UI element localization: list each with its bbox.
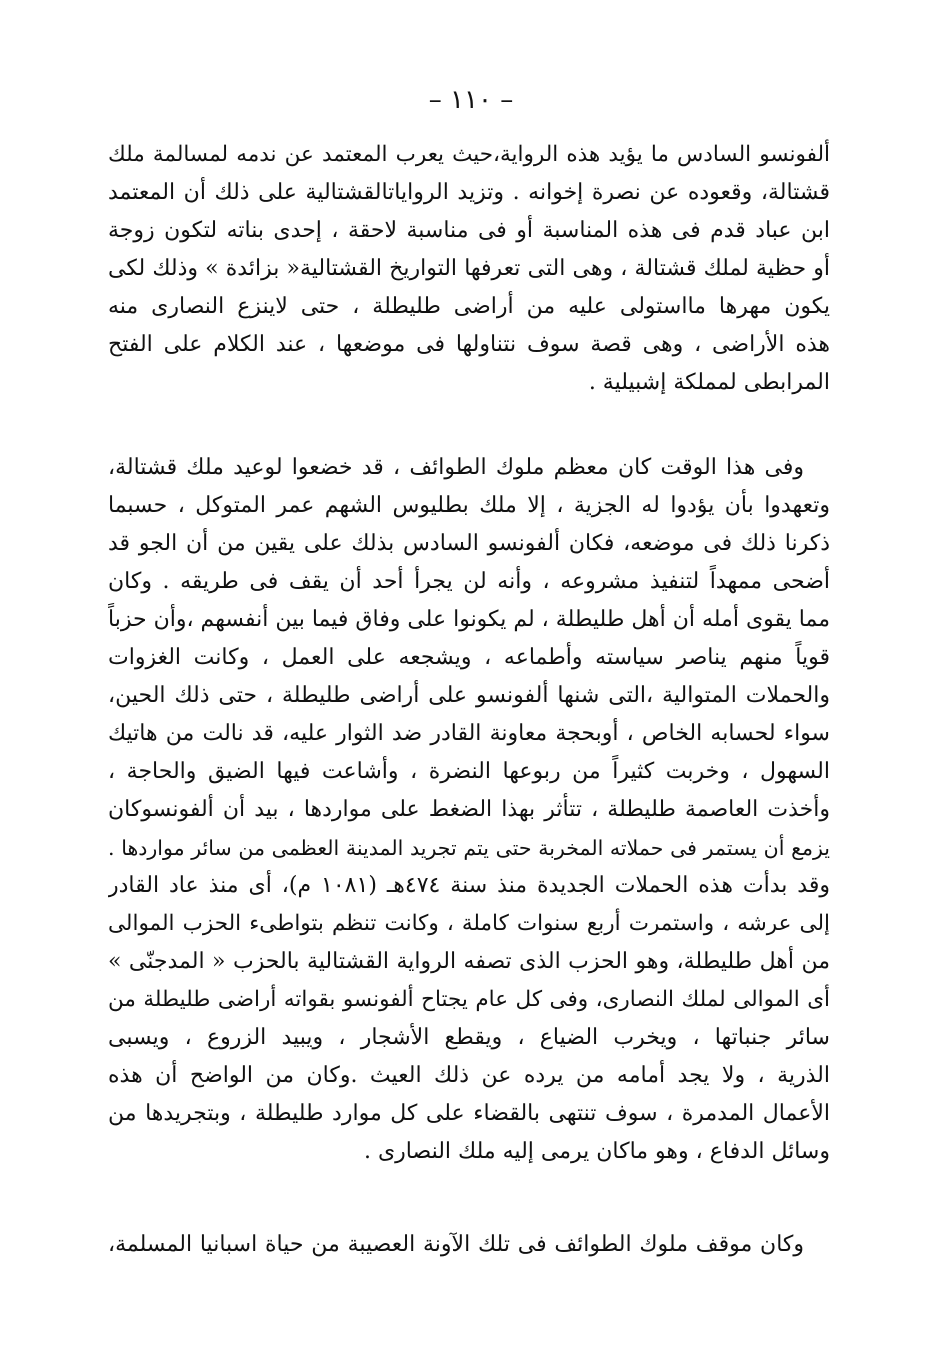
text-line: من أهل طليطلة، وهو الحزب الذى تصفه الرواية القشتالية بالحزب « المدجنّى » <box>108 949 830 974</box>
text-line: الذرية ، ولا يجد أمامه من يرده عن ذلك العيث .وكان من الواضح أن هذه <box>108 1063 830 1088</box>
text-line: والحملات المتوالية ،التى شنها ألفونسو على أراضى طليطلة ، حتى ذلك الحين، <box>108 683 830 708</box>
paragraph-1 <box>108 136 830 402</box>
text-line: وسائل الدفاع ، وهو ماكان يرمى إليه ملك النصارى . <box>363 1139 830 1164</box>
text-line: سواء لحسابه الخاص ، أوبحجة معاونة القادر ضد الثوار عليه، قد نالت من هاتيك <box>108 721 830 746</box>
text-line: وتعهدوا بأن يؤدوا له الجزية ، إلا ملك بطليوس الشهم عمر المتوكل ، حسبما <box>108 493 830 518</box>
text-line: وقد بدأت هذه الحملات الجديدة منذ سنة ٤٧٤هـ (١٠٨١ م)، أى منذ عاد القادر <box>108 873 830 898</box>
text-line: ابن عباد قدم فى هذه المناسبة أو فى مناسبة لاحقة ، إحدى بناته لتكون زوجة <box>108 218 830 243</box>
text-line: أى الموالى لملك النصارى، وفى كل عام يجتاح ألفونسو بقواته أراضى طليطلة من <box>108 987 830 1012</box>
text-line: هذه الأراضى ، وهى قصة سوف نتناولها فى موضعها ، عند الكلام على الفتح <box>108 332 830 357</box>
text-line: ألفونسو السادس ما يؤيد هذه الرواية،حيث يعرب المعتمد عن ندمه لمسالمة ملك <box>108 142 830 167</box>
text-line: إلى عرشه ، واستمرت أربع سنوات كاملة ، وكانت تنظم بتواطىء الحزب الموالى <box>108 911 830 936</box>
text-line: وكان موقف ملوك الطوائف فى تلك الآونة العصيبة من حياة اسبانيا المسلمة، <box>108 1232 804 1257</box>
text-line: السهول ، وخربت كثيراً من ربوعها النضرة ، وأشاعت فيها الضيق والحاجة ، <box>108 759 830 784</box>
text-line: قوياً منهم يناصر سياسته وأطماعه ، ويشجعه على العمل ، وكانت الغزوات <box>108 645 830 670</box>
text-line: الأعمال المدمرة ، سوف تنتهى بالقضاء على كل موارد طليطلة ، وبتجريدها من <box>108 1101 830 1126</box>
text-line: سائر جنباتها ، ويخرب الضياع ، ويقطع الأشجار ، ويبيد الزروع ، ويسبى <box>108 1025 830 1050</box>
paragraph-2 <box>108 449 830 1171</box>
text-line: مما يقوى أمله أن أهل طليطلة ، لم يكونوا على وفاق فيما بين أنفسهم ،وأن حزباً <box>108 607 830 632</box>
text-line: وفى هذا الوقت كان معظم ملوك الطوائف ، قد خضعوا لوعيد ملك قشتالة، <box>108 455 804 480</box>
text-line: وأخذت العاصمة طليطلة ، تتأثر بهذا الضغط على مواردها ، بيد أن ألفونسوكان <box>108 797 830 822</box>
page-number: – ١١٠ – <box>428 85 514 115</box>
text-line: المرابطى لمملكة إشبيلية . <box>588 370 830 395</box>
text-line: قشتالة، وقعوده عن نصرة إخوانه . وتزيد الرواياتالقشتالية على ذلك أن المعتمد <box>108 180 830 205</box>
text-line: يكون مهرها مااستولى عليه من أراضى طليطلة ، حتى لاينزع النصارى منه <box>108 294 830 319</box>
text-line: ذكرنا ذلك فى موضعه، فكان ألفونسو السادس بذلك على يقين من أن الجو قد <box>108 531 830 556</box>
text-line: أو حظية لملك قشتالة ، وهى التى تعرفها التواريخ القشتالية« بزائدة » وذلك لكى <box>108 256 830 281</box>
paragraph-3 <box>108 1226 830 1264</box>
text-line: يزمع أن يستمر فى حملاته المخربة حتى يتم تجريد المدينة العظمى من سائر مواردها . <box>108 836 830 860</box>
text-line: أضحى ممهداً لتنفيذ مشروعه ، وأنه لن يجرأ أحد أن يقف فى طريقه . وكان <box>108 569 830 594</box>
